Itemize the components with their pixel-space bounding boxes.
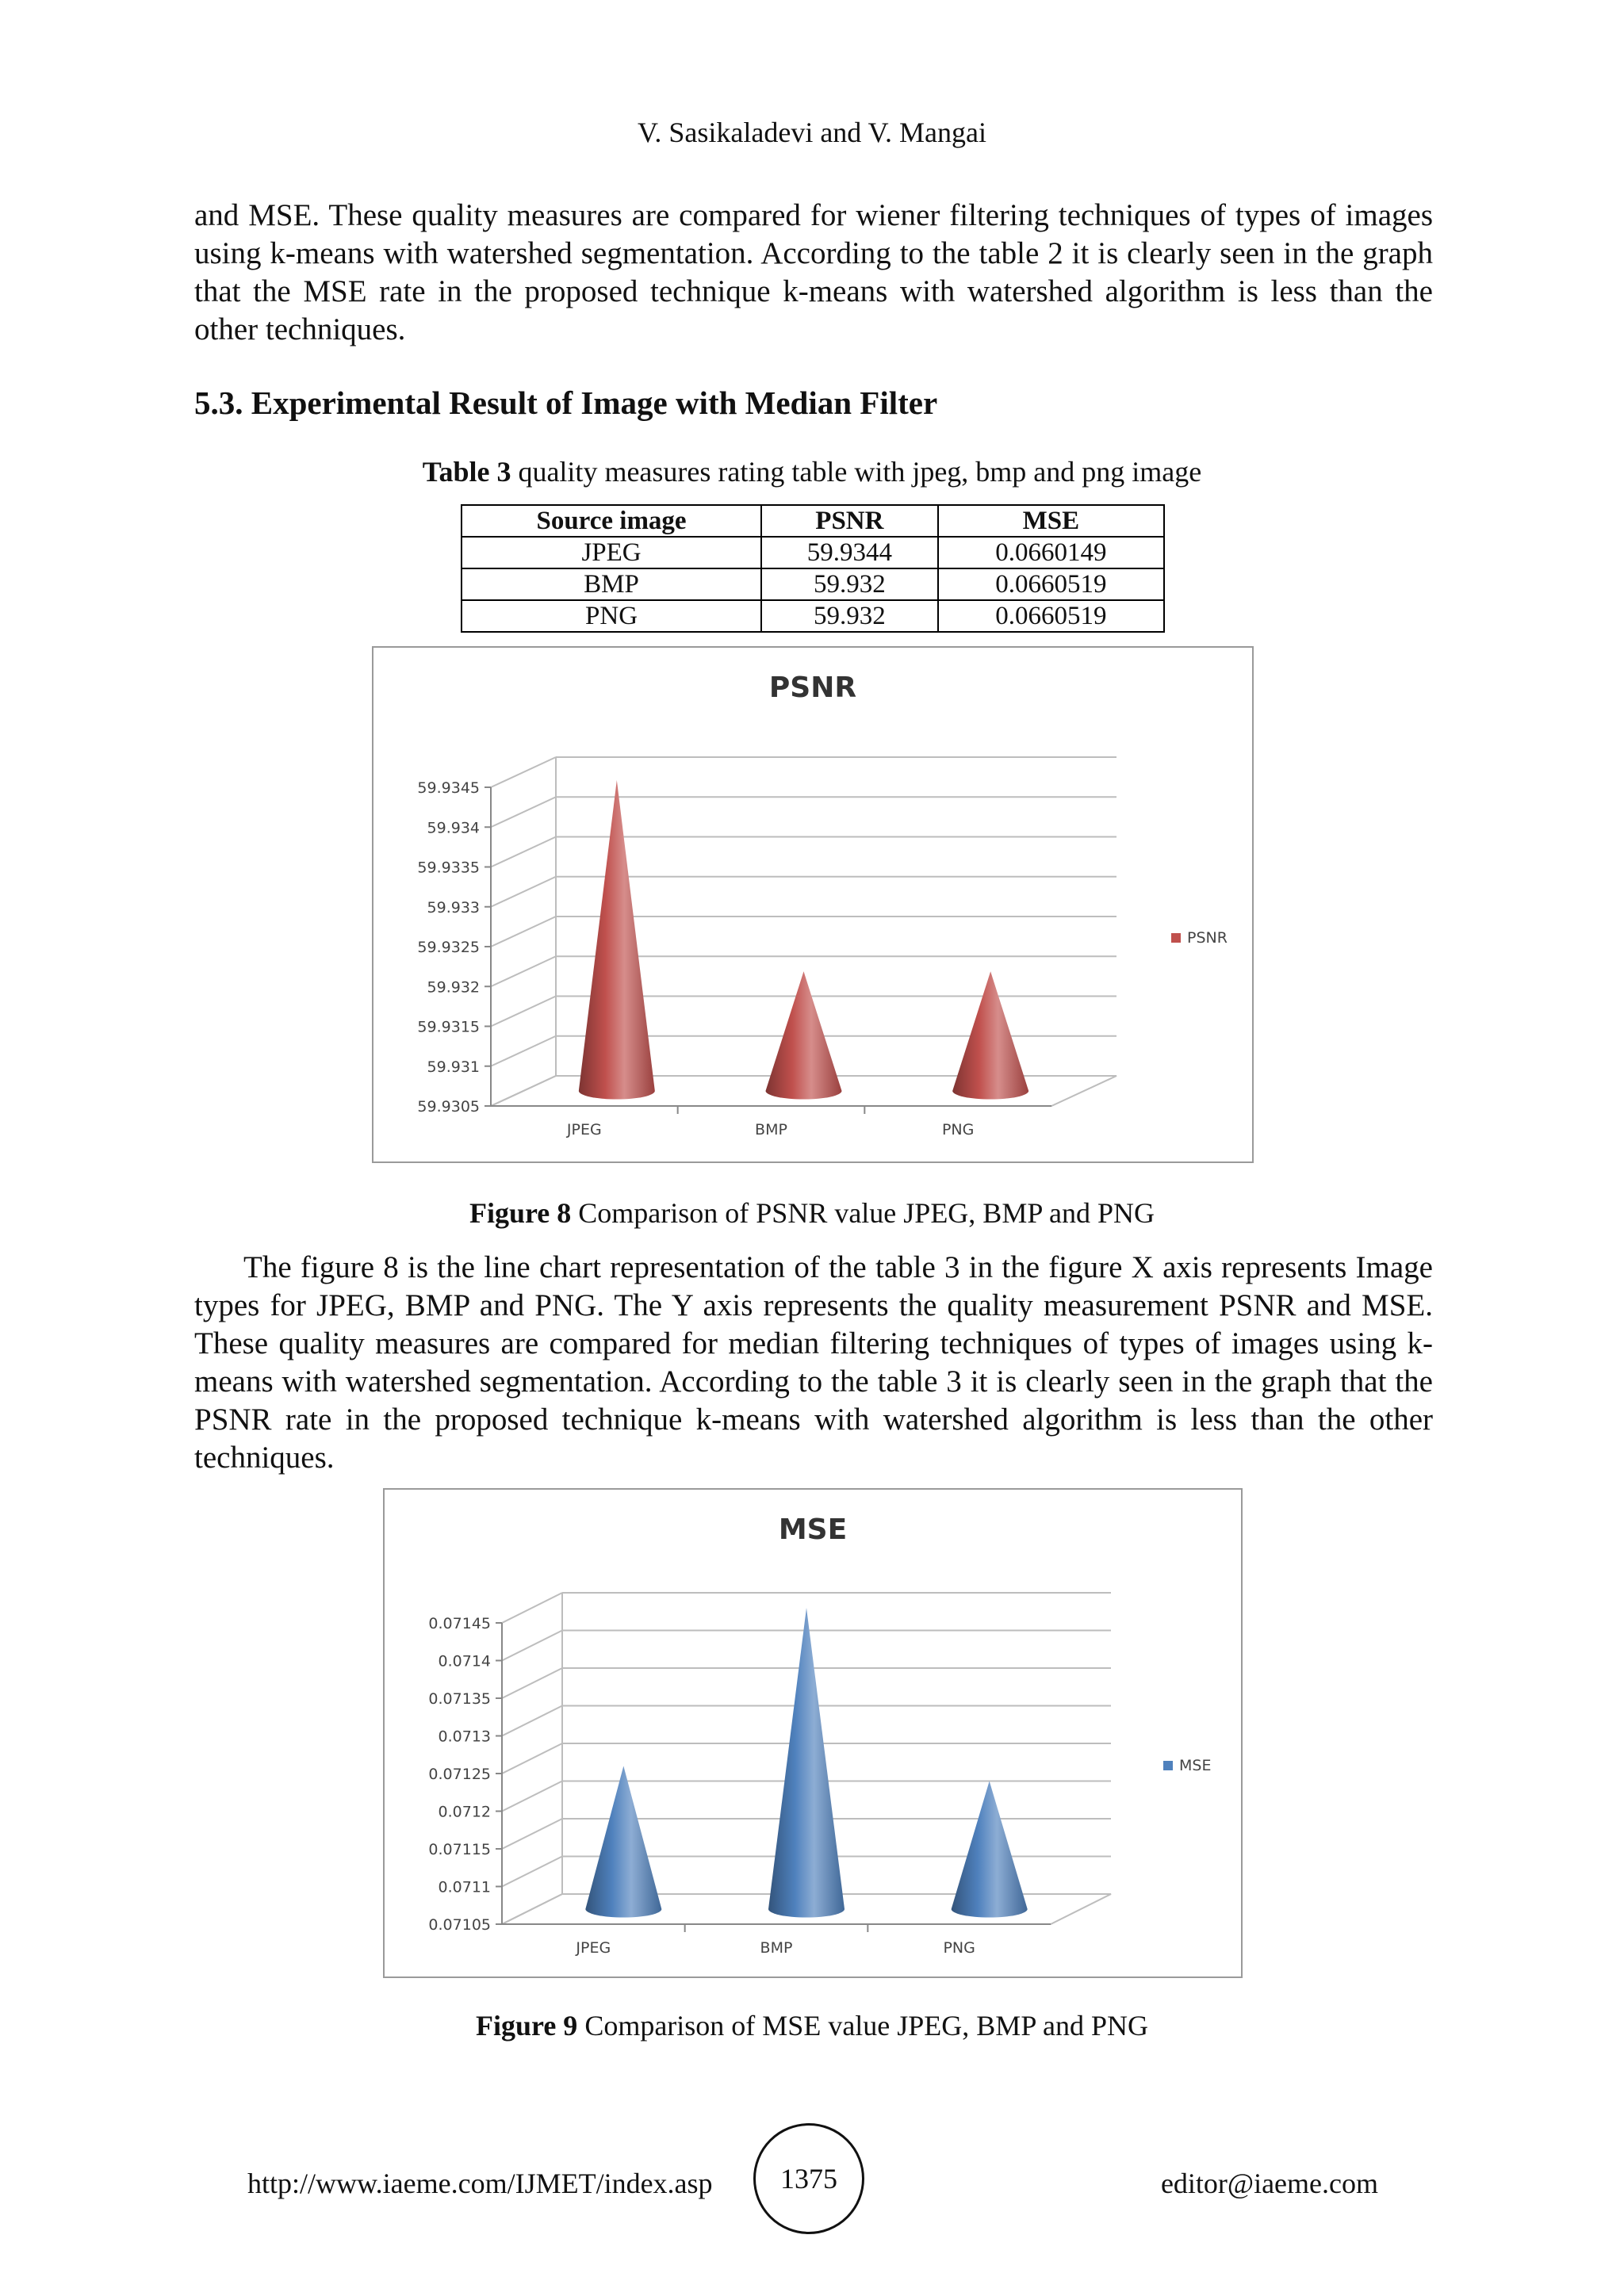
table-row	[462, 568, 1164, 600]
table-cell: PNG	[462, 600, 761, 632]
table-cell: 59.932	[761, 568, 938, 600]
gridline-diagonal	[502, 1894, 562, 1924]
gridline-diagonal	[502, 1857, 562, 1887]
gridline-diagonal	[502, 1781, 562, 1812]
y-tick-label: 59.9335	[417, 859, 480, 877]
legend-label: MSE	[1179, 1757, 1212, 1774]
x-category-label: BMP	[755, 1121, 787, 1138]
table-caption-label: Table 3	[422, 456, 511, 488]
y-tick-label: 0.07135	[428, 1690, 491, 1708]
cone-bar-png	[952, 1781, 1028, 1918]
mse-chart	[383, 1488, 1243, 1978]
figure-8-text: Comparison of PSNR value JPEG, BMP and PNG	[571, 1197, 1155, 1229]
table-cell: 0.0660519	[938, 568, 1164, 600]
gridline-diagonal	[491, 837, 556, 867]
table-caption	[0, 455, 1624, 488]
y-tick-label: 0.07145	[428, 1615, 491, 1632]
table-header-cell: MSE	[938, 505, 1164, 537]
y-tick-label: 59.9305	[417, 1098, 480, 1115]
x-category-label: PNG	[941, 1121, 975, 1138]
figure-8-label: Figure 8	[469, 1197, 572, 1229]
body-paragraph-2: The figure 8 is the line chart representation of the table 3 in the figure X axis represents Image types for JPEG, BMP and PNG. The Y axis represents the quality measurement PSNR and MSE. These quality measures are compared for median filtering techniques of types of images using k-means with watershed segmentation. According to the table 3 it is clearly seen in the graph that the PSNR rate in the proposed technique k-means with watershed algorithm is less than the other techniques.	[194, 1250, 1433, 1475]
footer-url-link[interactable]: http://www.iaeme.com/IJMET/index.asp	[247, 2168, 713, 2199]
table-row	[462, 537, 1164, 568]
legend-swatch	[1171, 933, 1181, 943]
y-tick-label: 0.07115	[428, 1841, 491, 1858]
gridline-diagonal	[502, 1706, 562, 1736]
y-tick-label: 59.934	[427, 819, 480, 837]
table-cell: 59.932	[761, 600, 938, 632]
gridline-diagonal	[502, 1631, 562, 1661]
gridline-diagonal	[491, 1036, 556, 1066]
gridline-diagonal	[491, 757, 556, 787]
legend-label: PSNR	[1187, 929, 1228, 947]
y-tick-label: 0.0714	[438, 1652, 491, 1670]
gridline-diagonal	[491, 797, 556, 827]
body-paragraph-1: and MSE. These quality measures are compared for wiener filtering techniques of types of images using k-means with watershed segmentation. According to the table 2 it is clearly seen in the graph that the MSE rate in the proposed technique k-means with watershed algorithm is less than the other techniques.	[194, 198, 1433, 346]
gridline-diagonal	[491, 877, 556, 907]
x-category-label: BMP	[760, 1939, 793, 1957]
x-category-label: JPEG	[576, 1939, 611, 1957]
y-tick-label: 0.07125	[428, 1766, 491, 1783]
footer-email-link[interactable]: editor@iaeme.com	[1160, 2168, 1378, 2199]
table-cell: 0.0660149	[938, 537, 1164, 568]
gridline-diagonal	[491, 997, 556, 1027]
cone-bar-jpeg	[585, 1766, 661, 1918]
chart-title: PSNR	[768, 672, 857, 704]
y-tick-label: 0.0712	[438, 1803, 491, 1821]
y-tick-label: 59.9325	[417, 939, 480, 956]
gridline-diagonal	[491, 916, 556, 947]
x-category-label: JPEG	[566, 1121, 602, 1138]
x-category-label: PNG	[943, 1939, 975, 1957]
gridline-diagonal	[502, 1593, 562, 1623]
cone-bar-jpeg	[579, 780, 655, 1100]
cone-bar-bmp	[768, 1608, 845, 1918]
psnr-chart	[372, 646, 1254, 1163]
y-tick-label: 0.0711	[438, 1878, 491, 1896]
mse-chart-svg	[385, 1490, 1241, 1976]
running-header: V. Sasikaladevi and V. Mangai	[638, 117, 986, 148]
y-tick-label: 0.0713	[438, 1728, 491, 1746]
table-cell: JPEG	[462, 537, 761, 568]
y-tick-label: 59.931	[427, 1058, 480, 1076]
gridline-diagonal	[491, 1076, 556, 1106]
figure-9-label: Figure 9	[475, 2010, 578, 2042]
table-header-cell: Source image	[462, 505, 761, 537]
table-cell: 0.0660519	[938, 600, 1164, 632]
y-tick-label: 59.9315	[417, 1018, 480, 1036]
table-row	[462, 600, 1164, 632]
gridline-diagonal	[491, 956, 556, 986]
quality-table	[461, 504, 1165, 633]
table-header-cell: PSNR	[761, 505, 938, 537]
page-number: 1375	[753, 2123, 864, 2234]
figure-9-text: Comparison of MSE value JPEG, BMP and PNG	[577, 2010, 1148, 2042]
table-header-row	[462, 505, 1164, 537]
section-title: 5.3. Experimental Result of Image with Median Filter	[194, 385, 938, 421]
legend-swatch	[1163, 1761, 1173, 1770]
gridline-diagonal	[502, 1743, 562, 1774]
table-cell: 59.9344	[761, 537, 938, 568]
table-caption-text: quality measures rating table with jpeg, bmp and png image	[511, 456, 1202, 488]
y-tick-label: 59.933	[427, 898, 480, 916]
figure-9-caption	[0, 2009, 1624, 2042]
y-tick-label: 0.07105	[428, 1916, 491, 1934]
y-tick-label: 59.9345	[417, 779, 480, 797]
chart-title: MSE	[778, 1513, 848, 1546]
figure-8-caption	[0, 1196, 1624, 1230]
table-cell: BMP	[462, 568, 761, 600]
y-tick-label: 59.932	[427, 978, 480, 997]
gridline-diagonal	[502, 1819, 562, 1849]
psnr-chart-svg	[373, 648, 1252, 1161]
gridline-diagonal	[502, 1668, 562, 1698]
